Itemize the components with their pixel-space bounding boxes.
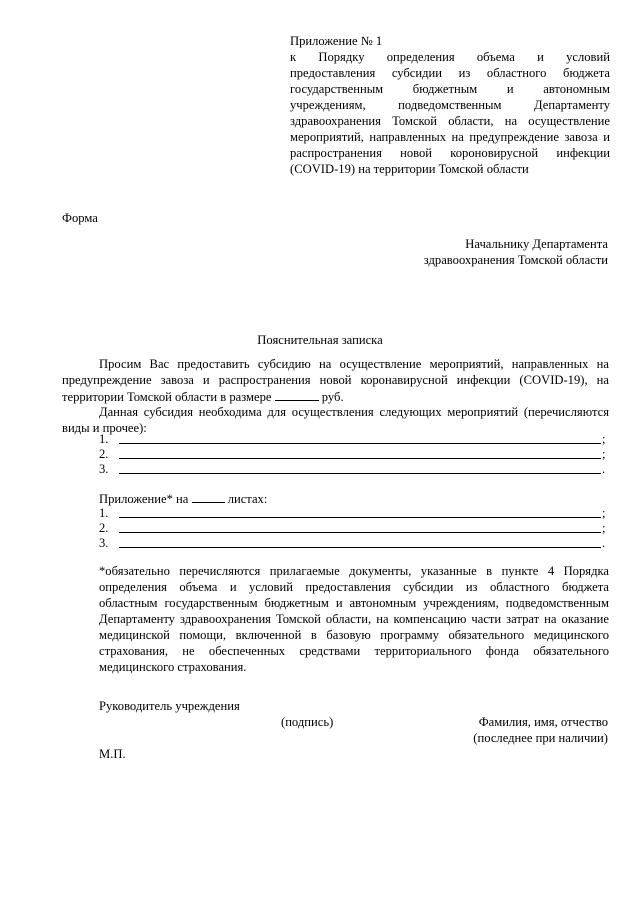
footnote-line: определения объема и условий предоставления субсидии из областного бюджета [99, 580, 609, 594]
attachment-end-punct: . [602, 536, 606, 550]
footnote-last-line: медицинского страхования. [99, 660, 247, 674]
attachment-end-punct: ; [602, 521, 606, 535]
sheets-count-blank[interactable] [192, 491, 225, 503]
appendix-line: предоставления субсидии из областного бюджета [290, 66, 610, 80]
activity-number: 3. [99, 462, 109, 476]
activity-fill-line[interactable] [119, 432, 601, 444]
doc-title: Пояснительная записка [257, 333, 383, 347]
footnote-line: Департаменту здравоохранения Томской области, на компенсацию части затрат на оказание [99, 612, 609, 626]
attachment-fill-line[interactable] [119, 536, 601, 548]
addressee-line-1: Начальнику Департамента [465, 237, 608, 251]
appendix-line: распространения новой короновирусной инфекции [290, 146, 610, 160]
appendix-line: учреждениям, подведомственным Департаменту [290, 98, 610, 112]
appendix-last-line: (COVID-19) на территории Томской области [290, 162, 529, 176]
activity-end-punct: . [602, 462, 606, 476]
appendix-line: государственным бюджетным и автономным [290, 82, 610, 96]
footnote-line: страхования, не обеспеченных средствами территориального фонда обязательного [99, 644, 609, 658]
addressee-line-2: здравоохранения Томской области [423, 253, 608, 267]
footnote-line: *обязательно перечисляются прилагаемые документы, указанные в пункте 4 Порядка [99, 564, 609, 578]
request-line-1: Просим Вас предоставить субсидию на осуществление мероприятий, направленных на [99, 357, 609, 371]
activity-end-punct: ; [602, 447, 606, 461]
activity-fill-line[interactable] [119, 447, 601, 459]
appendix-line: здравоохранения Томской области, на осуществление [290, 114, 610, 128]
attachment-number: 3. [99, 536, 109, 550]
request-line-3 [62, 389, 344, 404]
attachment-fill-line[interactable] [119, 506, 601, 518]
attachment-fill-line[interactable] [119, 521, 601, 533]
full-name-label: Фамилия, имя, отчество [478, 715, 608, 729]
head-of-institution: Руководитель учреждения [99, 699, 240, 713]
full-name-note: (последнее при наличии) [473, 731, 608, 745]
attachment-line [99, 491, 267, 506]
purpose-line-1: Данная субсидия необходима для осуществления следующих мероприятий (перечисляются [99, 405, 609, 419]
stamp-place: М.П. [99, 747, 126, 761]
activity-fill-line[interactable] [119, 462, 601, 474]
appendix-line: мероприятий, направленных на предупреждение завоза и [290, 130, 610, 144]
purpose-line-2: виды и прочее): [62, 421, 147, 435]
footnote-line: медицинской помощи, включенной в базовую программу обязательного медицинского [99, 628, 609, 642]
activity-number: 2. [99, 447, 109, 461]
activity-number: 1. [99, 432, 109, 446]
attachment-end-punct: ; [602, 506, 606, 520]
appendix-line: к Порядку определения объема и условий [290, 50, 610, 64]
request-line-3-prefix: территории Томской области в размере [62, 390, 272, 404]
amount-blank[interactable] [275, 389, 319, 401]
request-line-3-suffix: руб. [321, 390, 344, 404]
signature-label: (подпись) [281, 715, 334, 729]
attachment-suffix: листах: [227, 492, 268, 506]
attachment-number: 2. [99, 521, 109, 535]
request-line-2: предупреждение завоза и распространения новой коронавирусной инфекции (COVID-19), на [62, 373, 609, 387]
attachment-prefix: Приложение* на [99, 492, 189, 506]
form-label: Форма [62, 211, 98, 225]
activity-end-punct: ; [602, 432, 606, 446]
footnote-line: областным государственным бюджетным и автономным учреждениям, подведомственным [99, 596, 609, 610]
appendix-title: Приложение № 1 [290, 34, 383, 48]
attachment-number: 1. [99, 506, 109, 520]
